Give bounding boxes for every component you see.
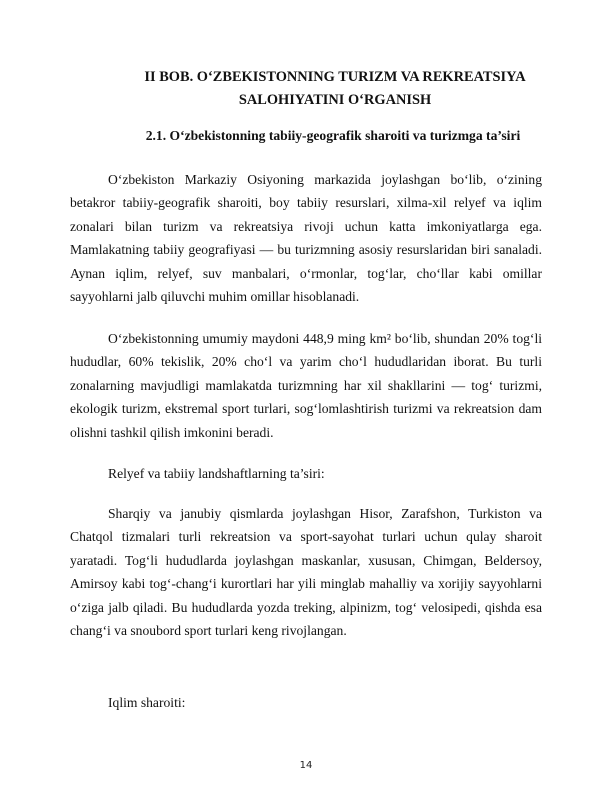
paragraph-intro: O‘zbekiston Markaziy Osiyoning markazida joylashgan bo‘lib, o‘zining betakror tabiiy-geografik sharoiti, boy tabiiy resurslari, xilma-xil relyef va iqlim zonalari bilan turizm va rekreatsiya rivoji uchun katta imkoniyatlarga ega. Mamlakatning tabiiy geografiyasi — bu turizmning asosiy resurslaridan biri sanaladi. Aynan iqlim, relyef, suv manbalari, o‘rmonlar, tog‘lar, cho‘llar kabi omillar sayyohlarni jalb qiluvchi muhim omillar hisoblanadi.	[70, 172, 542, 305]
paragraph-area: O‘zbekistonning umumiy maydoni 448,9 ming km² bo‘lib, shundan 20% tog‘li hududlar, 60% tekislik, 20% cho‘l va yarim cho‘l hududlaridan iborat. Bu turli zonalarning mavjudligi mamlakatda turizmning har xil shakllarini — tog‘ turizmi, ekologik turizm, ekstremal sport turlari, sog‘lomlashtirish turizmi va rekreatsion dam olishni tashkil qilish imkonini beradi.	[70, 331, 542, 440]
chapter-title	[80, 66, 590, 112]
section-title: 2.1. O‘zbekistonning tabiiy-geografik sharoiti va turizmga ta’siri	[145, 128, 521, 143]
page-number: 14	[299, 760, 313, 771]
paragraph-climate-heading: Iqlim sharoiti:	[108, 695, 186, 710]
paragraph-relief-heading: Relyef va tabiiy landshaftlarning ta’siri:	[108, 466, 325, 481]
chapter-title-line-1: II BOB. O‘ZBEKISTONNING TURIZM VA REKREATSIYA	[144, 69, 526, 85]
chapter-title-line-2: SALOHIYATINI O‘RGANISH	[238, 92, 432, 108]
paragraph-relief: Sharqiy va janubiy qismlarda joylashgan Hisor, Zarafshon, Turkiston va Chatqol tizmalari turli rekreatsion va sport-sayohat turlari uchun qulay sharoit yaratadi. Tog‘li hududlarda joylashgan maskanlar, xususan, Chimgan, Beldersoy, Amirsoy kabi tog‘-chang‘i kurortlari har yili minglab mahalliy va xorijiy sayyohlarni o‘ziga jalb qiladi. Bu hududlarda yozda treking, alpinizm, tog‘ velosipedi, qishda esa chang‘i va snoubord sport turlari keng rivojlangan.	[70, 506, 542, 639]
